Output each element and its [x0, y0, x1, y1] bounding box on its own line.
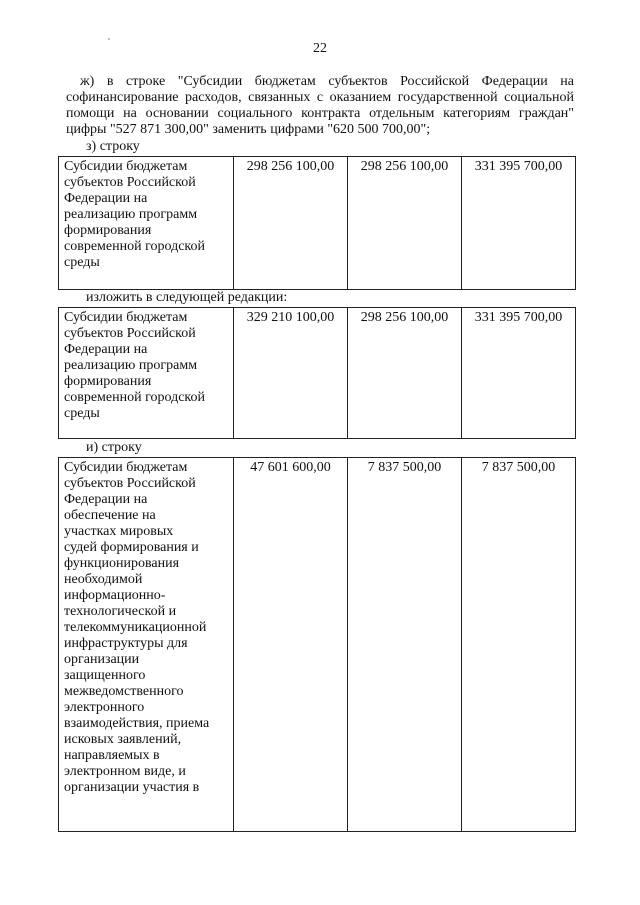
description-line: электронном виде, и	[64, 764, 186, 779]
amount-cell: 298 256 100,00	[348, 157, 462, 290]
paragraph-line: цифры "527 871 300,00" заменить цифрами "620 500 700,00";	[66, 122, 431, 137]
paragraph-line: помощи на основании социального контракта отдельным категориям граждан"	[66, 106, 574, 121]
description-line: Субсидии бюджетам	[64, 460, 188, 475]
paragraph-line: софинансирование расходов, связанных с оказанием государственной социальной	[66, 90, 574, 105]
table-row	[59, 157, 576, 290]
description-line: судей формирования и	[64, 540, 199, 555]
amount-cell: 329 210 100,00	[234, 308, 348, 439]
description-line: субъектов Российской	[64, 326, 196, 341]
description-line: организации	[64, 652, 140, 667]
row-description	[59, 308, 234, 439]
amendment-paragraph-zh	[66, 74, 574, 138]
amount-cell: 331 395 700,00	[462, 157, 576, 290]
description-line: исковых заявлений,	[64, 732, 182, 747]
description-line: среды	[64, 255, 100, 270]
description-line: электронного	[64, 700, 145, 715]
label-i: и) строку	[86, 440, 142, 455]
description-line: участках мировых	[64, 524, 174, 539]
amount-cell: 298 256 100,00	[234, 157, 348, 290]
table-row	[59, 458, 576, 832]
description-line: инфраструктуры для	[64, 636, 188, 651]
description-line: необходимой	[64, 572, 143, 587]
description-line: информационно-	[64, 588, 166, 603]
description-line: Федерации на	[64, 342, 148, 357]
table-old-i	[58, 457, 576, 832]
paragraph-line: ж) в строке "Субсидии бюджетам субъектов Российской Федерации на	[80, 74, 574, 89]
description-line: формирования	[64, 223, 152, 238]
row-description	[59, 458, 234, 832]
description-line: современной городской	[64, 239, 205, 254]
row-description	[59, 157, 234, 290]
label-z: з) строку	[86, 139, 140, 154]
description-line: функционирования	[64, 556, 180, 571]
description-line: межведомственного	[64, 684, 184, 699]
amount-cell: 298 256 100,00	[348, 308, 462, 439]
description-line: субъектов Российской	[64, 175, 196, 190]
amount-cell: 331 395 700,00	[462, 308, 576, 439]
description-line: направляемых в	[64, 748, 160, 763]
description-line: реализацию программ	[64, 358, 198, 373]
description-line: взаимодействия, приема	[64, 716, 210, 731]
description-line: технологической и	[64, 604, 177, 619]
table-old-z	[58, 156, 576, 290]
description-line: защищенного	[64, 668, 146, 683]
label-edit: изложить в следующей редакции:	[86, 290, 288, 305]
amount-cell: 47 601 600,00	[234, 458, 348, 832]
description-line: Субсидии бюджетам	[64, 310, 188, 325]
description-line: организации участия в	[64, 780, 200, 795]
amount-cell: 7 837 500,00	[348, 458, 462, 832]
amount-cell: 7 837 500,00	[462, 458, 576, 832]
description-line: обеспечение на	[64, 508, 156, 523]
description-line: среды	[64, 406, 100, 421]
description-line: Субсидии бюджетам	[64, 159, 188, 174]
description-line: современной городской	[64, 390, 205, 405]
description-line: субъектов Российской	[64, 476, 196, 491]
description-line: Федерации на	[64, 191, 148, 206]
description-line: Федерации на	[64, 492, 148, 507]
description-line: формирования	[64, 374, 152, 389]
description-line: телекоммуникационной	[64, 620, 207, 635]
description-line: реализацию программ	[64, 207, 198, 222]
table-new-z	[58, 307, 576, 439]
table-row	[59, 308, 576, 439]
scan-dot	[108, 38, 110, 40]
page-number: 22	[313, 41, 327, 56]
